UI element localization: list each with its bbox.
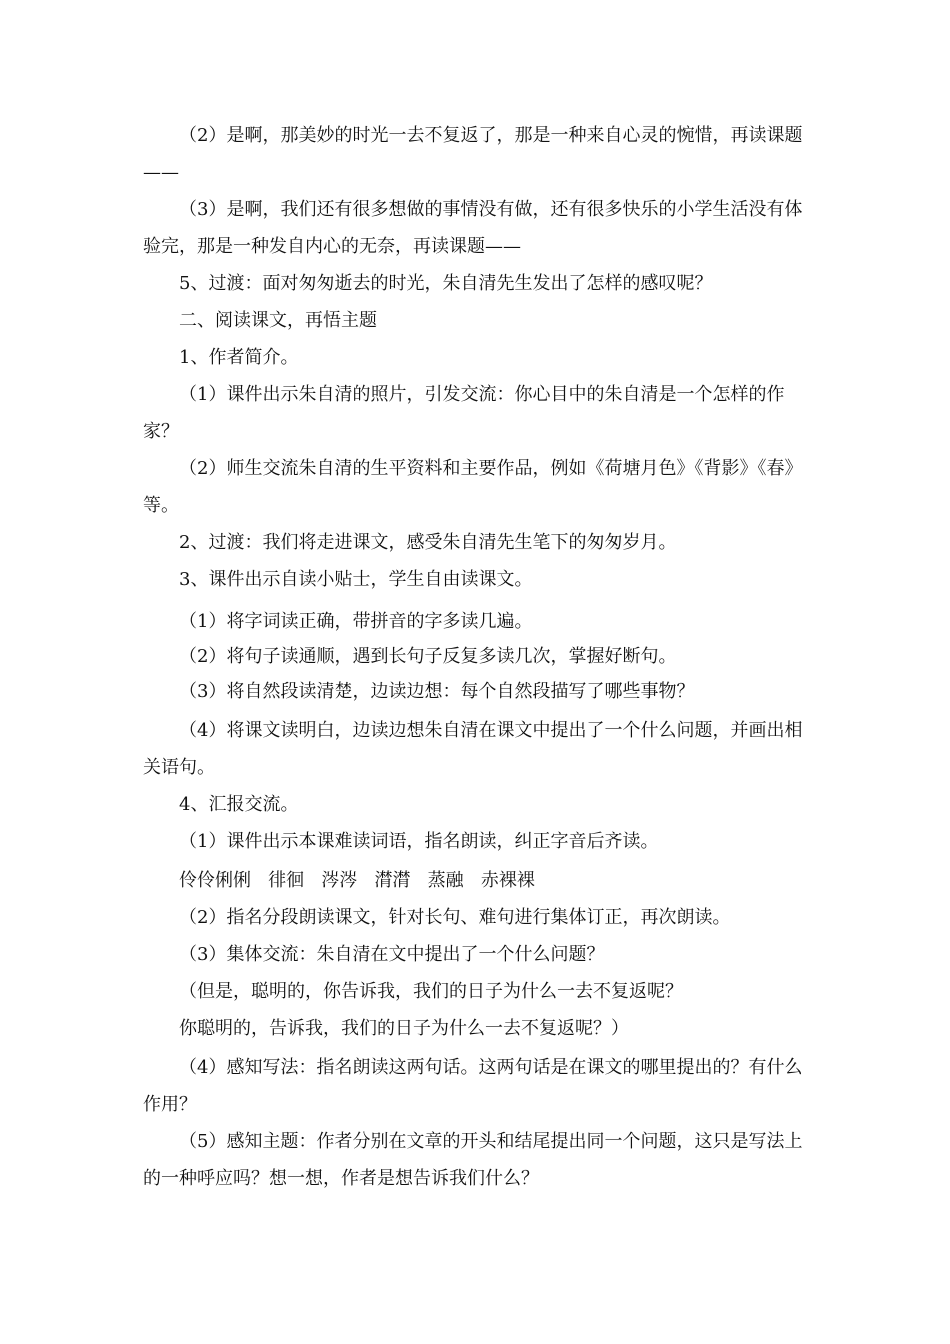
paragraph-8: 2、过渡：我们将走进课文，感受朱自清先生笔下的匆匆岁月。 <box>179 532 677 553</box>
paragraph-10: （1）将字词读正确，带拼音的字多读几遍。 <box>179 611 533 632</box>
paragraph-19: 你聪明的，告诉我，我们的日子为什么一去不复返呢？） <box>179 1018 629 1039</box>
paragraph-12: （3）将自然段读清楚，边读边想：每个自然段描写了哪些事物？ <box>179 681 695 702</box>
paragraph-2: （3）是啊，我们还有很多想做的事情没有做，还有很多快乐的小学生活没有体验完，那是一种发自内心的无奈，再读课题—— <box>143 199 803 257</box>
paragraph-13: （4）将课文读明白，边读边想朱自清在课文中提出了一个什么问题，并画出相关语句。 <box>143 720 803 778</box>
paragraph-18: （但是，聪明的，你告诉我，我们的日子为什么一去不复返呢？ <box>179 981 683 1002</box>
vocabulary-line: 伶伶俐俐 徘徊 涔涔 潸潸 蒸融 赤裸裸 <box>179 870 535 891</box>
paragraph-5: 1、作者简介。 <box>179 347 299 368</box>
paragraph-1: （2）是啊，那美妙的时光一去不复返了，那是一种来自心灵的惋惜，再读课题—— <box>143 125 803 183</box>
paragraph-9: 3、课件出示自读小贴士，学生自由读课文。 <box>179 569 533 590</box>
paragraph-17: （3）集体交流：朱自清在文中提出了一个什么问题？ <box>179 944 605 965</box>
paragraph-3: 5、过渡：面对匆匆逝去的时光，朱自清先生发出了怎样的感叹呢？ <box>179 273 713 294</box>
paragraph-6: （1）课件出示朱自清的照片，引发交流：你心目中的朱自清是一个怎样的作家？ <box>143 384 785 442</box>
paragraph-14: 4、汇报交流。 <box>179 794 299 815</box>
section-heading: 二、阅读课文，再悟主题 <box>179 310 377 331</box>
paragraph-21: （5）感知主题：作者分别在文章的开头和结尾提出同一个问题，这只是写法上的一种呼应吗？想一想，作者是想告诉我们什么？ <box>143 1131 803 1189</box>
paragraph-15: （1）课件出示本课难读词语，指名朗读，纠正字音后齐读。 <box>179 831 659 852</box>
paragraph-11: （2）将句子读通顺，遇到长句子反复多读几次，掌握好断句。 <box>179 646 677 667</box>
paragraph-7: （2）师生交流朱自清的生平资料和主要作品，例如《荷塘月色》《背影》《春》等。 <box>143 458 803 516</box>
paragraph-16: （2）指名分段朗读课文，针对长句、难句进行集体订正，再次朗读。 <box>179 907 731 928</box>
paragraph-20: （4）感知写法：指名朗读这两句话。这两句话是在课文的哪里提出的？有什么作用？ <box>143 1057 803 1115</box>
